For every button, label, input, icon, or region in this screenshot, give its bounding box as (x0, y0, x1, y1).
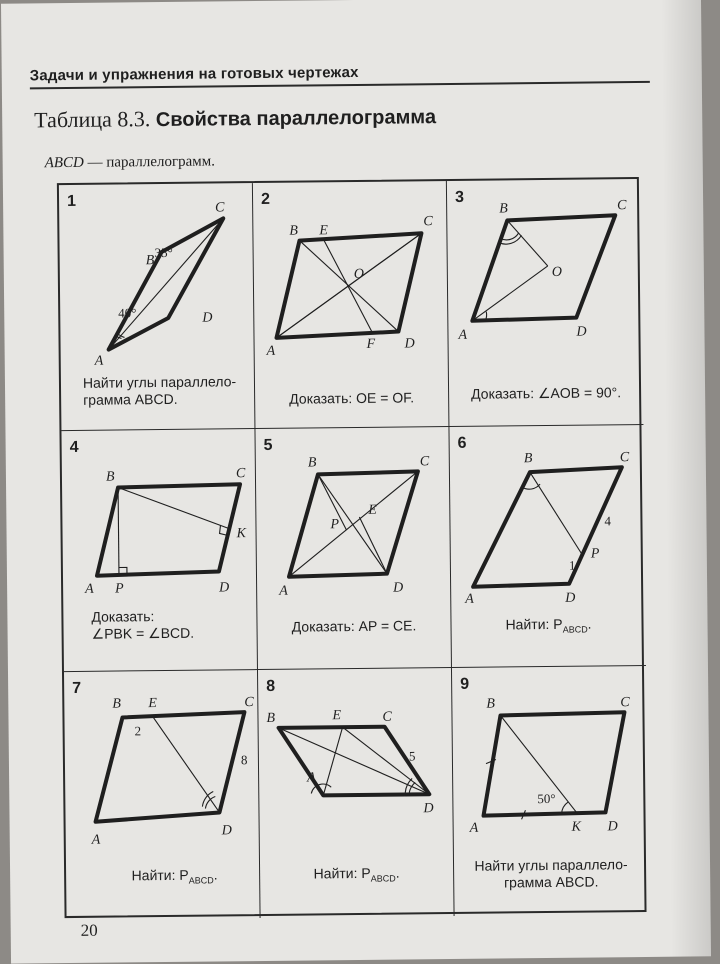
problems-table (57, 177, 647, 918)
vertex-label: A (85, 581, 94, 597)
vertex-label: C (235, 466, 246, 482)
segment-label: 2 (134, 723, 142, 739)
vertex-label: C (215, 200, 225, 216)
vertex-label: O (551, 264, 563, 280)
segment-label: 1 (568, 557, 576, 573)
vertex-label: A (465, 591, 474, 607)
task-text (83, 373, 254, 409)
problem-number: 7 (72, 679, 82, 697)
problem-number: 2 (260, 190, 271, 208)
parallelogram (472, 467, 623, 587)
problem-cell-1 (59, 183, 256, 431)
problem-number: 3 (454, 188, 465, 206)
vertex-label: B (145, 253, 155, 269)
intro-text (45, 153, 215, 172)
height-bk (118, 486, 228, 529)
vertex-label: C (244, 695, 254, 711)
task-text: Доказать: OE = OF. (289, 389, 415, 407)
task-line: грамма ABCD. (503, 873, 599, 891)
parallelogram (94, 712, 245, 822)
task-text: Доказать: ∠AOB = 90°. (471, 384, 622, 402)
textbook-page (1, 0, 711, 964)
vertex-label: C (423, 214, 433, 230)
problem-cell-3 (447, 179, 644, 427)
angle-label: 40° (118, 305, 137, 321)
segment-label: 4 (604, 513, 612, 529)
bisector-de (152, 715, 219, 813)
bisector-de (343, 726, 430, 795)
task-line: Найти углы параллело- (474, 856, 628, 874)
bisector-bp (530, 472, 583, 557)
segment-label: 5 (408, 748, 416, 764)
vertex-label: C (617, 198, 627, 214)
vertex-label: C (620, 695, 630, 711)
vertex-label: O (353, 266, 365, 283)
bisector-b (507, 220, 547, 266)
problem-number: 8 (266, 677, 276, 695)
task-line: ∠PBK = ∠BCD. (91, 624, 195, 642)
vertex-label: B (289, 223, 299, 239)
parallelogram (471, 215, 616, 321)
task-text (91, 607, 256, 643)
task-line: . (587, 615, 592, 632)
vertex-label: C (419, 454, 430, 470)
task-subscript: ABCD (562, 624, 588, 635)
vertex-label: E (368, 502, 377, 518)
task-line: . (213, 866, 218, 883)
vertex-label: D (565, 590, 576, 606)
vertex-label: B (112, 696, 121, 712)
problem-cell-8 (258, 668, 455, 918)
problem-number: 5 (263, 436, 273, 454)
vertex-label: K (571, 819, 582, 835)
problem-cell-2 (253, 181, 450, 429)
task-text (451, 615, 645, 640)
diagonal-bd (318, 474, 387, 575)
problem-cell-5 (255, 427, 452, 670)
task-line: Найти: P (131, 866, 189, 884)
vertex-label: E (319, 223, 329, 239)
task-text (260, 864, 453, 889)
task-text: Доказать: AP = CE. (291, 617, 417, 635)
segment-label: 8 (240, 752, 248, 768)
angle-arc (205, 796, 215, 808)
vertex-label: A (279, 583, 288, 599)
vertex-label: B (105, 469, 115, 485)
intro-rest: — параллелограмм. (83, 153, 216, 171)
vertex-label: B (523, 451, 533, 467)
vertex-label: B (486, 696, 495, 712)
task-line: Доказать: (91, 608, 155, 625)
task-text (66, 866, 259, 891)
angle-label: 35° (154, 244, 173, 261)
page-number: 20 (80, 920, 98, 940)
vertex-label: B (499, 201, 508, 217)
task-text (454, 856, 648, 892)
vertex-label: E (148, 696, 157, 712)
problem-cell-9 (452, 666, 649, 916)
task-line: грамма ABCD. (83, 390, 178, 408)
problem-number: 4 (69, 438, 79, 456)
problem-number: 9 (460, 675, 470, 693)
vertex-label: K (236, 526, 246, 542)
vertex-label: D (202, 310, 213, 326)
diagonal-ac (107, 218, 224, 349)
vertex-label: D (221, 823, 232, 839)
table-label: Таблица 8.3. (34, 106, 151, 133)
task-line: Найти углы параллело- (82, 373, 237, 391)
problem-cell-7 (64, 670, 261, 920)
task-line: . (395, 864, 400, 881)
vertex-label: B (307, 455, 317, 471)
problem-cell-6 (449, 425, 646, 668)
vertex-label: A (91, 832, 101, 848)
vertex-label: D (219, 580, 230, 596)
vertex-label: B (266, 710, 276, 726)
vertex-label: D (576, 324, 587, 340)
vertex-label: A (94, 353, 104, 369)
vertex-label: C (619, 450, 630, 466)
vertex-label: A (458, 327, 468, 343)
segment-ae (323, 727, 344, 795)
vertex-label: P (330, 517, 340, 533)
vertex-label: E (332, 708, 342, 724)
vertex-label: D (393, 580, 404, 596)
vertex-label: P (115, 581, 124, 597)
vertex-label: F (366, 336, 376, 352)
height-bp (118, 487, 119, 575)
vertex-label: A (469, 820, 479, 836)
vertex-label: D (607, 819, 618, 835)
page-gutter-shadow (661, 0, 711, 957)
task-subscript: ABCD (370, 873, 396, 884)
vertex-label: A (266, 343, 276, 359)
problem-number: 6 (457, 434, 467, 452)
vertex-label: P (590, 546, 600, 562)
problem-cell-4 (61, 429, 258, 672)
vertex-label: A (307, 770, 316, 786)
task-line: Найти: P (313, 864, 371, 882)
angle-arc (485, 312, 486, 321)
task-line: Найти: P (505, 615, 563, 633)
vertex-label: C (382, 709, 392, 725)
task-subscript: ABCD (188, 875, 214, 886)
table-title (34, 103, 436, 133)
height-de (359, 517, 387, 574)
problem-number: 1 (66, 192, 77, 211)
angle-arc (202, 792, 213, 807)
vertex-label: D (423, 801, 434, 817)
running-head: Задачи и упражнения на готовых чертежах (30, 61, 650, 89)
vertex-label: D (404, 336, 415, 352)
angle-label: 50° (537, 790, 556, 807)
intro-italic: ABCD (44, 154, 84, 172)
table-title-text: Свойства параллелограмма (155, 106, 437, 132)
diagonal-ac (288, 471, 419, 576)
